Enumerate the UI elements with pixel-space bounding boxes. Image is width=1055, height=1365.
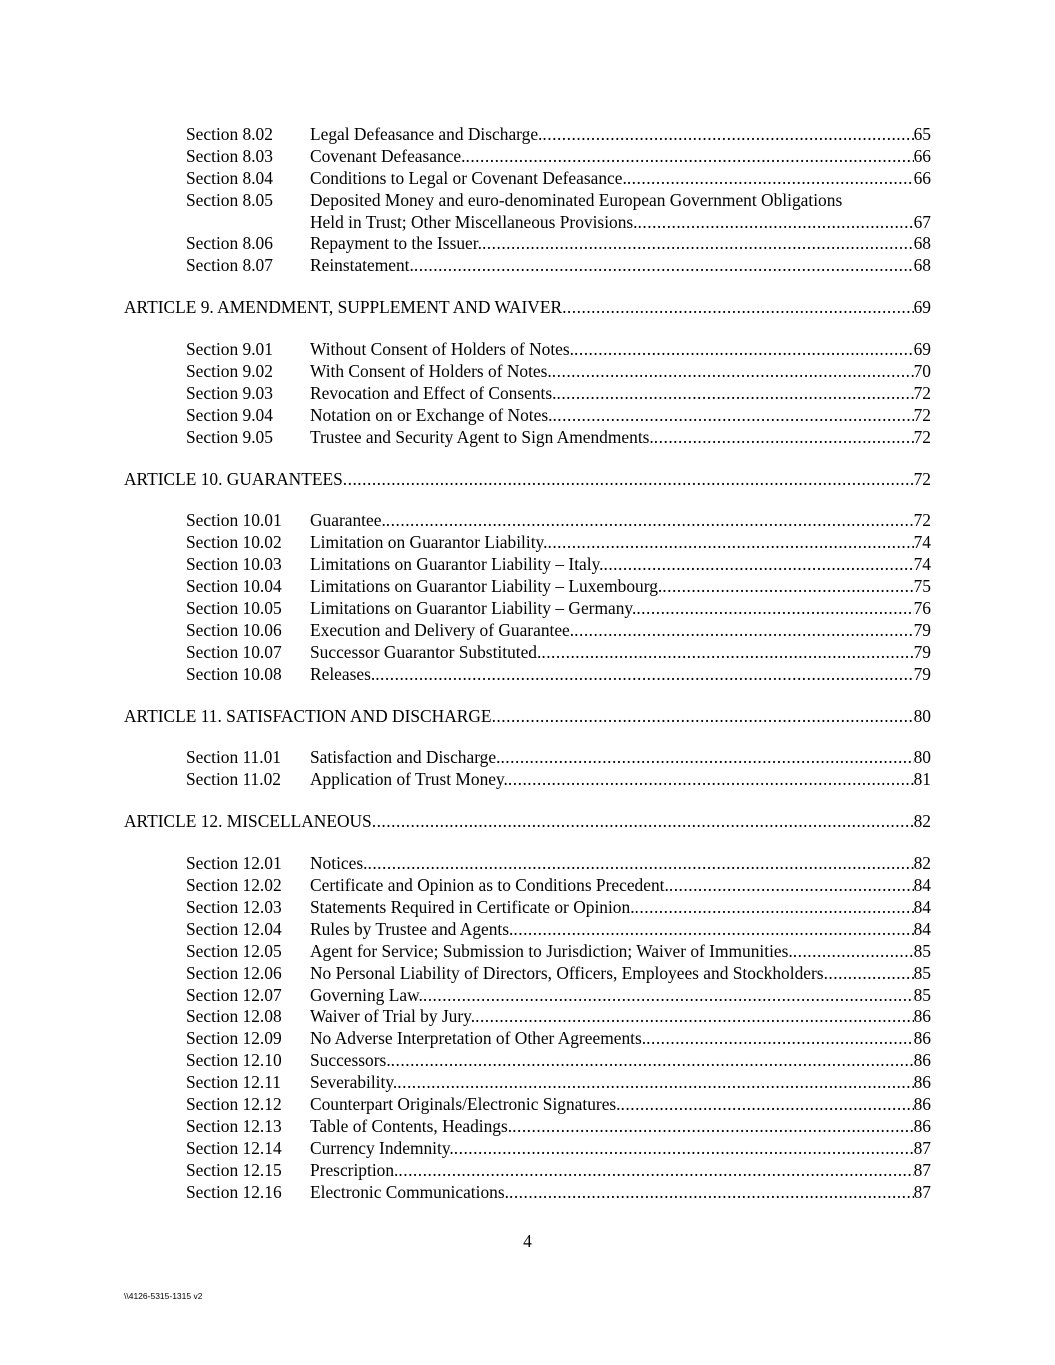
section-title: Guarantee. [310, 510, 386, 531]
section-number: Section 12.07 [186, 984, 282, 1005]
toc-section-line[interactable] [0, 1094, 1055, 1116]
section-title: Trustee and Security Agent to Sign Amendments. [310, 426, 654, 447]
toc-section-line[interactable] [0, 124, 1055, 146]
toc-section-line[interactable] [0, 405, 1055, 427]
section-page: 86 [913, 1028, 931, 1049]
dot-leader [500, 747, 913, 769]
section-page: 72 [913, 426, 931, 447]
section-page: 68 [913, 255, 931, 276]
dot-leader [513, 919, 913, 941]
section-number: Section 8.07 [186, 255, 273, 276]
section-number: Section 12.15 [186, 1159, 282, 1180]
toc-section-line[interactable] [0, 1072, 1055, 1094]
spacer [0, 277, 1055, 297]
section-title: Severability. [310, 1072, 398, 1093]
section-number: Section 8.03 [186, 145, 273, 166]
spacer [0, 490, 1055, 510]
section-title: Repayment to the Issuer. [310, 233, 482, 254]
spacer [0, 449, 1055, 469]
dot-leader [603, 554, 913, 576]
section-number: Section 12.16 [186, 1181, 282, 1202]
toc-section-line[interactable] [0, 1160, 1055, 1182]
section-number: Section 12.08 [186, 1006, 282, 1027]
section-title: Limitations on Guarantor Liability – Germany. [310, 598, 637, 619]
section-title: Table of Contents, Headings. [310, 1115, 513, 1136]
dot-leader [547, 532, 913, 554]
section-title: Successors. [310, 1050, 391, 1071]
toc-section-line[interactable] [0, 1116, 1055, 1138]
section-title-continued: Held in Trust; Other Miscellaneous Provisions. [310, 211, 638, 232]
section-page: 86 [913, 1050, 931, 1071]
dot-leader [508, 769, 914, 791]
document-id: \\4126-5315-1315 v2 [124, 1291, 203, 1301]
toc-section-line[interactable] [0, 919, 1055, 941]
dot-leader [454, 1138, 914, 1160]
toc-section-line[interactable] [0, 1028, 1055, 1050]
section-page: 79 [913, 619, 931, 640]
table-of-contents [0, 124, 1055, 1203]
article-page: 72 [913, 468, 931, 489]
section-number: Section 10.01 [186, 510, 282, 531]
section-number: Section 12.10 [186, 1050, 282, 1071]
toc-section-line[interactable] [0, 190, 1055, 212]
dot-leader [556, 383, 913, 405]
section-number: Section 9.03 [186, 382, 273, 403]
section-page: 75 [913, 576, 931, 597]
toc-section-line[interactable] [0, 383, 1055, 405]
section-title: Statements Required in Certificate or Opinion. [310, 896, 635, 917]
section-title: Limitations on Guarantor Liability – Luxembourg. [310, 576, 663, 597]
toc-section-line[interactable] [0, 1006, 1055, 1028]
section-title: Execution and Delivery of Guarantee. [310, 619, 575, 640]
section-page: 69 [913, 339, 931, 360]
section-page: 66 [913, 145, 931, 166]
article-page: 82 [913, 811, 931, 832]
section-number: Section 11.01 [186, 747, 281, 768]
section-title: Rules by Trustee and Agents. [310, 918, 514, 939]
spacer [0, 319, 1055, 339]
section-page: 79 [913, 663, 931, 684]
dot-leader [542, 124, 913, 146]
dot-leader [824, 963, 914, 985]
toc-section-line[interactable] [0, 255, 1055, 277]
article-title: ARTICLE 10. GUARANTEES [124, 468, 343, 489]
section-number: Section 10.03 [186, 554, 282, 575]
section-title: Waiver of Trial by Jury. [310, 1006, 476, 1027]
section-title: Governing Law. [310, 984, 423, 1005]
section-title: No Adverse Interpretation of Other Agreements. [310, 1028, 647, 1049]
section-title: Covenant Defeasance. [310, 145, 466, 166]
dot-leader [372, 811, 914, 833]
section-title: Satisfaction and Discharge. [310, 747, 501, 768]
toc-article-line[interactable] [0, 297, 1055, 319]
dot-leader [552, 361, 914, 383]
section-number: Section 12.04 [186, 918, 282, 939]
section-number: Section 9.01 [186, 339, 273, 360]
article-title: ARTICLE 9. AMENDMENT, SUPPLEMENT AND WAIVER [124, 297, 563, 318]
dot-leader [512, 1116, 913, 1138]
dot-leader [636, 598, 913, 620]
section-number: Section 12.05 [186, 940, 282, 961]
dot-leader [343, 469, 914, 491]
section-title: Notation on or Exchange of Notes. [310, 404, 553, 425]
section-page: 86 [913, 1072, 931, 1093]
section-page: 87 [913, 1137, 931, 1158]
toc-section-line[interactable] [0, 361, 1055, 383]
toc-section-line[interactable] [0, 963, 1055, 985]
section-title: Limitation on Guarantor Liability. [310, 532, 548, 553]
toc-section-line[interactable] [0, 554, 1055, 576]
dot-leader [398, 1160, 913, 1182]
section-number: Section 11.02 [186, 769, 281, 790]
toc-section-line[interactable] [0, 1050, 1055, 1072]
section-number: Section 12.13 [186, 1115, 282, 1136]
dot-leader [386, 510, 914, 532]
dot-leader [562, 297, 914, 319]
dot-leader [635, 897, 914, 919]
toc-section-line[interactable] [0, 897, 1055, 919]
section-title: Prescription. [310, 1159, 399, 1180]
section-number: Section 12.14 [186, 1137, 282, 1158]
article-title: ARTICLE 11. SATISFACTION AND DISCHARGE [124, 705, 492, 726]
toc-section-line[interactable] [0, 146, 1055, 168]
section-number: Section 10.02 [186, 532, 282, 553]
toc-section-line[interactable] [0, 642, 1055, 664]
toc-section-line[interactable] [0, 1138, 1055, 1160]
section-page: 65 [913, 124, 931, 144]
toc-section-line[interactable] [0, 339, 1055, 361]
section-number: Section 12.02 [186, 875, 282, 896]
dot-leader [541, 642, 913, 664]
section-title: Reinstatement. [310, 255, 414, 276]
section-number: Section 8.06 [186, 233, 273, 254]
section-title: Counterpart Originals/Electronic Signatures. [310, 1093, 621, 1114]
section-page: 79 [913, 641, 931, 662]
section-title: With Consent of Holders of Notes. [310, 361, 552, 382]
section-number: Section 10.04 [186, 576, 282, 597]
toc-section-line[interactable] [0, 168, 1055, 190]
dot-leader [414, 255, 914, 277]
section-title: Conditions to Legal or Covenant Defeasance. [310, 167, 627, 188]
section-page: 86 [913, 1115, 931, 1136]
dot-leader [654, 427, 914, 449]
article-page: 80 [913, 705, 931, 726]
section-page: 70 [913, 361, 931, 382]
section-title: Deposited Money and euro-denominated European Government Obligations [310, 189, 843, 210]
spacer [0, 727, 1055, 747]
dot-leader [475, 1006, 914, 1028]
toc-section-line[interactable] [0, 532, 1055, 554]
section-page: 81 [913, 769, 931, 790]
toc-section-line[interactable] [0, 664, 1055, 686]
section-title: Releases. [310, 663, 376, 684]
section-number: Section 12.03 [186, 896, 282, 917]
section-page: 85 [913, 962, 931, 983]
section-title: Currency Indemnity. [310, 1137, 454, 1158]
section-title: Revocation and Effect of Consents. [310, 382, 557, 403]
section-number: Section 8.02 [186, 124, 273, 144]
section-number: Section 8.04 [186, 167, 273, 188]
toc-section-line[interactable] [0, 510, 1055, 532]
section-title: No Personal Liability of Directors, Officers, Employees and Stockholders [310, 962, 824, 983]
section-page: 86 [913, 1093, 931, 1114]
section-number: Section 12.01 [186, 853, 282, 874]
section-number: Section 10.06 [186, 619, 282, 640]
article-title: ARTICLE 12. MISCELLANEOUS [124, 811, 372, 832]
section-page: 80 [913, 747, 931, 768]
toc-section-line[interactable] [0, 941, 1055, 963]
dot-leader [492, 706, 914, 728]
section-page: 84 [913, 896, 931, 917]
dot-leader [391, 1050, 914, 1072]
section-page: 72 [913, 510, 931, 531]
section-title: Notices. [310, 853, 368, 874]
dot-leader [397, 1072, 913, 1094]
section-page: 76 [913, 598, 931, 619]
section-number: Section 12.12 [186, 1093, 282, 1114]
dot-leader [621, 1094, 914, 1116]
section-page: 82 [913, 853, 931, 874]
section-title: Successor Guarantor Substituted. [310, 641, 542, 662]
dot-leader [646, 1028, 913, 1050]
section-number: Section 9.02 [186, 361, 273, 382]
toc-article-line[interactable] [0, 706, 1055, 728]
section-page: 84 [913, 875, 931, 896]
section-page: 87 [913, 1181, 931, 1202]
dot-leader [574, 339, 914, 361]
dot-leader [627, 168, 914, 190]
section-page: 72 [913, 382, 931, 403]
section-number: Section 12.09 [186, 1028, 282, 1049]
toc-section-line[interactable] [0, 769, 1055, 791]
dot-leader [662, 576, 913, 598]
section-title: Legal Defeasance and Discharge. [310, 124, 543, 144]
toc-section-line[interactable] [0, 598, 1055, 620]
article-page: 69 [913, 297, 931, 318]
section-number: Section 10.08 [186, 663, 282, 684]
section-number: Section 12.11 [186, 1072, 281, 1093]
section-page: 85 [913, 984, 931, 1005]
dot-leader [375, 664, 913, 686]
section-page: 67 [913, 211, 931, 232]
dot-leader [509, 1182, 914, 1204]
page-number: 4 [523, 1231, 532, 1251]
dot-leader [669, 875, 914, 897]
dot-leader [423, 985, 914, 1007]
dot-leader [552, 405, 913, 427]
section-number: Section 10.07 [186, 641, 282, 662]
dot-leader [793, 941, 914, 963]
toc-section-line[interactable] [0, 1182, 1055, 1204]
toc-section-line[interactable] [0, 875, 1055, 897]
section-number: Section 9.05 [186, 426, 273, 447]
toc-article-line[interactable] [0, 811, 1055, 833]
spacer [0, 833, 1055, 853]
section-page: 87 [913, 1159, 931, 1180]
section-number: Section 9.04 [186, 404, 273, 425]
section-title: Application of Trust Money. [310, 769, 508, 790]
section-page: 86 [913, 1006, 931, 1027]
section-page: 84 [913, 918, 931, 939]
dot-leader [482, 233, 914, 255]
section-page: 66 [913, 167, 931, 188]
toc-section-line[interactable] [0, 985, 1055, 1007]
section-title: Limitations on Guarantor Liability – Italy. [310, 554, 604, 575]
spacer [0, 686, 1055, 706]
dot-leader [465, 146, 913, 168]
section-number: Section 12.06 [186, 962, 282, 983]
section-title: Without Consent of Holders of Notes. [310, 339, 574, 360]
toc-section-line[interactable] [0, 747, 1055, 769]
dot-leader [638, 212, 914, 234]
section-title: Certificate and Opinion as to Conditions Precedent. [310, 875, 669, 896]
section-page: 85 [913, 940, 931, 961]
toc-article-line[interactable] [0, 469, 1055, 491]
toc-section-line[interactable] [0, 853, 1055, 875]
section-page: 74 [913, 532, 931, 553]
section-number: Section 8.05 [186, 189, 273, 210]
section-number: Section 10.05 [186, 598, 282, 619]
section-title: Electronic Communications. [310, 1181, 509, 1202]
section-page: 68 [913, 233, 931, 254]
spacer [0, 791, 1055, 811]
dot-leader [574, 620, 913, 642]
toc-section-line[interactable] [0, 576, 1055, 598]
toc-section-line[interactable] [0, 233, 1055, 255]
toc-section-line[interactable] [0, 427, 1055, 449]
section-page: 74 [913, 554, 931, 575]
toc-section-line-continued[interactable] [0, 212, 1055, 234]
toc-section-line[interactable] [0, 620, 1055, 642]
section-title: Agent for Service; Submission to Jurisdiction; Waiver of Immunities. [310, 940, 793, 961]
section-page: 72 [913, 404, 931, 425]
dot-leader [367, 853, 913, 875]
